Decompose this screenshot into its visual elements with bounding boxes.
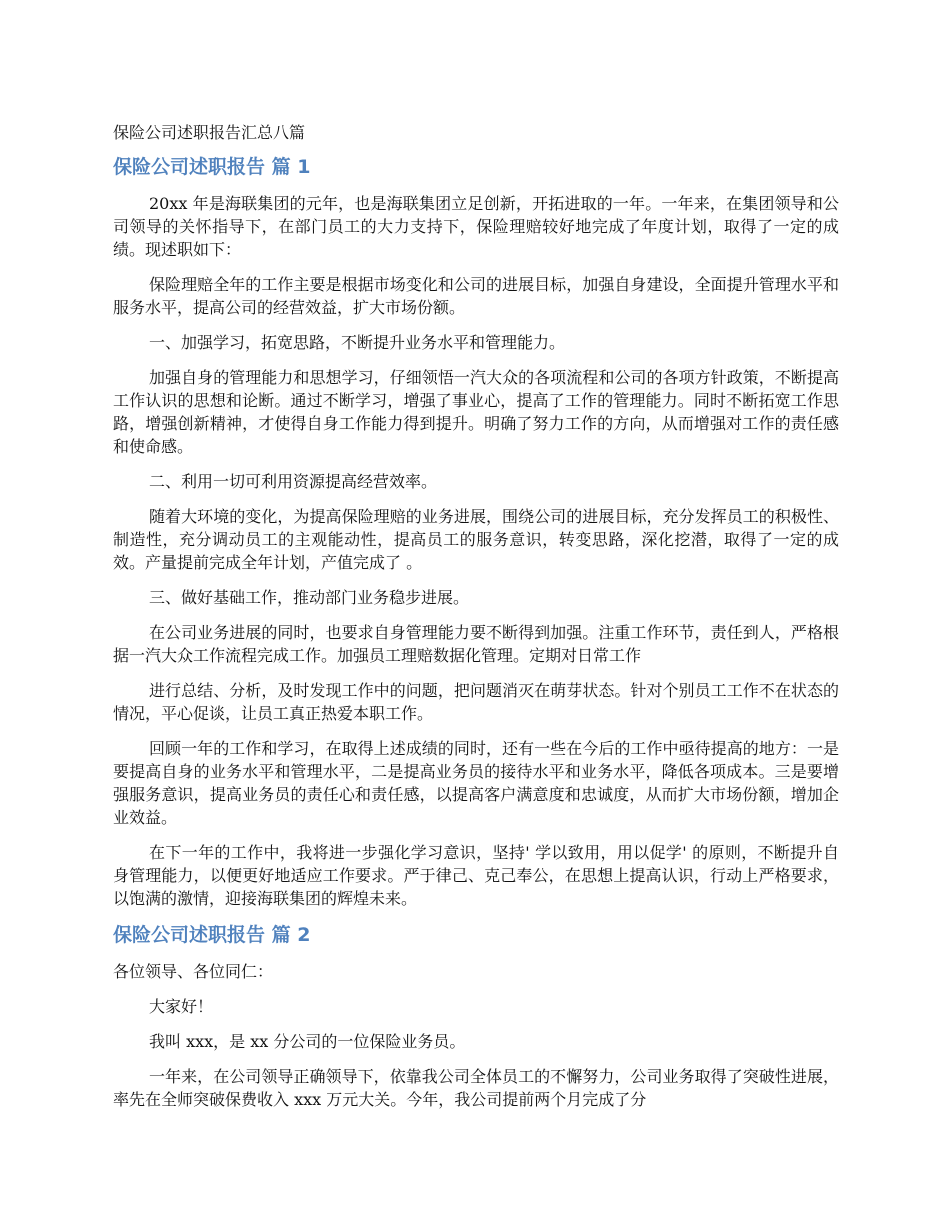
paragraph: 大家好！ [149,997,214,1016]
document-title: 保险公司述职报告汇总八篇 [113,123,306,142]
paragraph: 随着大环境的变化，为提高保险理赔的业务进展，围绕公司的进展目标，充分发挥员工的积极性、制造性，充分调动员工的主观能动性，提高员工的服务意识，转变思路，深化挖潜，取得了一定的成效。产量提前完成全年计划，产值完成了 。 [113,507,839,572]
paragraph: 回顾一年的工作和学习，在取得上述成绩的同时，还有一些在今后的工作中亟待提高的地方：一是要提高自身的业务水平和管理水平，二是提高业务员的接待水平和业务水平，降低各项成本。三是要增强服务意识，提高业务员的责任心和责任感，以提高客户满意度和忠诚度，从而扩大市场份额，增加企业效益。 [113,739,839,827]
paragraph: 二、利用一切可利用资源提高经营效率。 [149,472,438,491]
section-heading-2: 保险公司述职报告 篇 2 [113,924,311,946]
paragraph: 加强自身的管理能力和思想学习，仔细领悟一汽大众的各项流程和公司的各项方针政策，不断提高工作认识的思想和论断。通过不断学习，增强了事业心，提高了工作的管理能力。同时不断拓宽工作思路，增强创新精神，才使得自身工作能力得到提升。明确了努力工作的方向，从而增强对工作的责任感和使命感。 [113,368,839,456]
paragraph: 三、做好基础工作，推动部门业务稳步进展。 [149,588,470,607]
document-page [113,122,839,1123]
paragraph: 在公司业务进展的同时，也要求自身管理能力要不断得到加强。注重工作环节，责任到人，严格根据一汽大众工作流程完成工作。加强员工理赔数据化管理。定期对日常工作 [113,623,839,665]
paragraph: 一、加强学习，拓宽思路，不断提升业务水平和管理能力。 [149,333,566,352]
paragraph: 一年来，在公司领导正确领导下，依靠我公司全体员工的不懈努力，公司业务取得了突破性进展，率先在全师突破保费收入 xxx 万元大关。今年，我公司提前两个月完成了分 [113,1067,839,1109]
salutation: 各位领导、各位同仁： [113,962,274,981]
paragraph: 20xx 年是海联集团的元年，也是海联集团立足创新，开拓进取的一年。一年来，在集团领导和公司领导的关怀指导下，在部门员工的大力支持下，保险理赔较好地完成了年度计划，取得了一定的成绩。现述职如下： [113,194,839,259]
paragraph: 进行总结、分析，及时发现工作中的问题，把问题消灭在萌芽状态。针对个别员工工作不在状态的情况，平心促谈，让员工真正热爱本职工作。 [113,681,839,723]
section-heading-1: 保险公司述职报告 篇 1 [113,156,311,178]
paragraph: 我叫 xxx，是 xx 分公司的一位保险业务员。 [149,1032,466,1051]
paragraph: 在下一年的工作中，我将进一步强化学习意识，坚持' 学以致用，用以促学' 的原则，不断提升自身管理能力，以便更好地适应工作要求。严于律己、克己奉公，在思想上提高认识，行动上严格要求，以饱满的激情，迎接海联集团的辉煌未来。 [113,843,839,908]
paragraph: 保险理赔全年的工作主要是根据市场变化和公司的进展目标，加强自身建设，全面提升管理水平和服务水平，提高公司的经营效益，扩大市场份额。 [113,275,839,317]
